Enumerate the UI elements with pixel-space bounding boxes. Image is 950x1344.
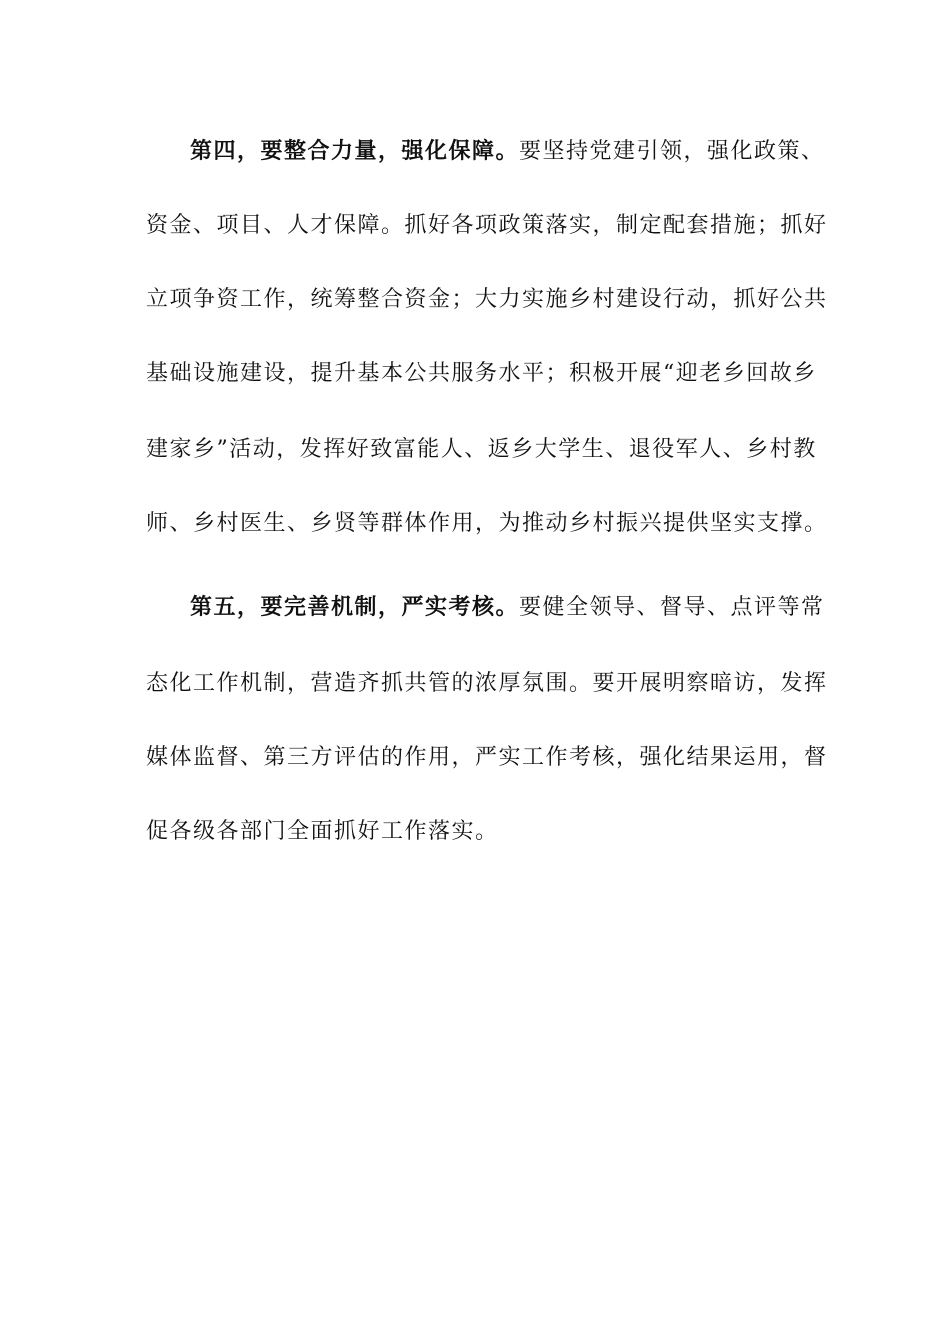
paragraph-line: 态化工作机制，营造齐抓共管的浓厚氛围。要开展明察暗访，发挥 <box>146 671 828 696</box>
paragraph-line <box>190 594 825 622</box>
paragraph-line: 师、乡村医生、乡贤等群体作用，为推动乡村振兴提供坚实支撑。 <box>146 511 828 536</box>
paragraph-text: 要健全领导、督导、点评等常 <box>519 595 825 620</box>
paragraph-heading: 第五，要完善机制，严实考核。 <box>190 595 520 620</box>
paragraph-heading: 第四，要整合力量，强化保障。 <box>190 139 520 164</box>
paragraph-line: 资金、项目、人才保障。抓好各项政策落实，制定配套措施；抓好 <box>146 213 828 238</box>
paragraph-line: 媒体监督、第三方评估的作用，严实工作考核，强化结果运用，督 <box>146 745 828 770</box>
paragraph-line: 基础设施建设，提升基本公共服务水平；积极开展“迎老乡回故乡 <box>146 361 817 386</box>
paragraph-text: 要坚持党建引领，强化政策、 <box>519 139 825 164</box>
paragraph-line: 建家乡”活动，发挥好致富能人、返乡大学生、退役军人、乡村教 <box>146 437 817 462</box>
paragraph-line <box>190 138 825 166</box>
paragraph-line: 立项争资工作，统筹整合资金；大力实施乡村建设行动，抓好公共 <box>146 287 828 312</box>
paragraph-line: 促各级各部门全面抓好工作落实。 <box>146 819 499 844</box>
